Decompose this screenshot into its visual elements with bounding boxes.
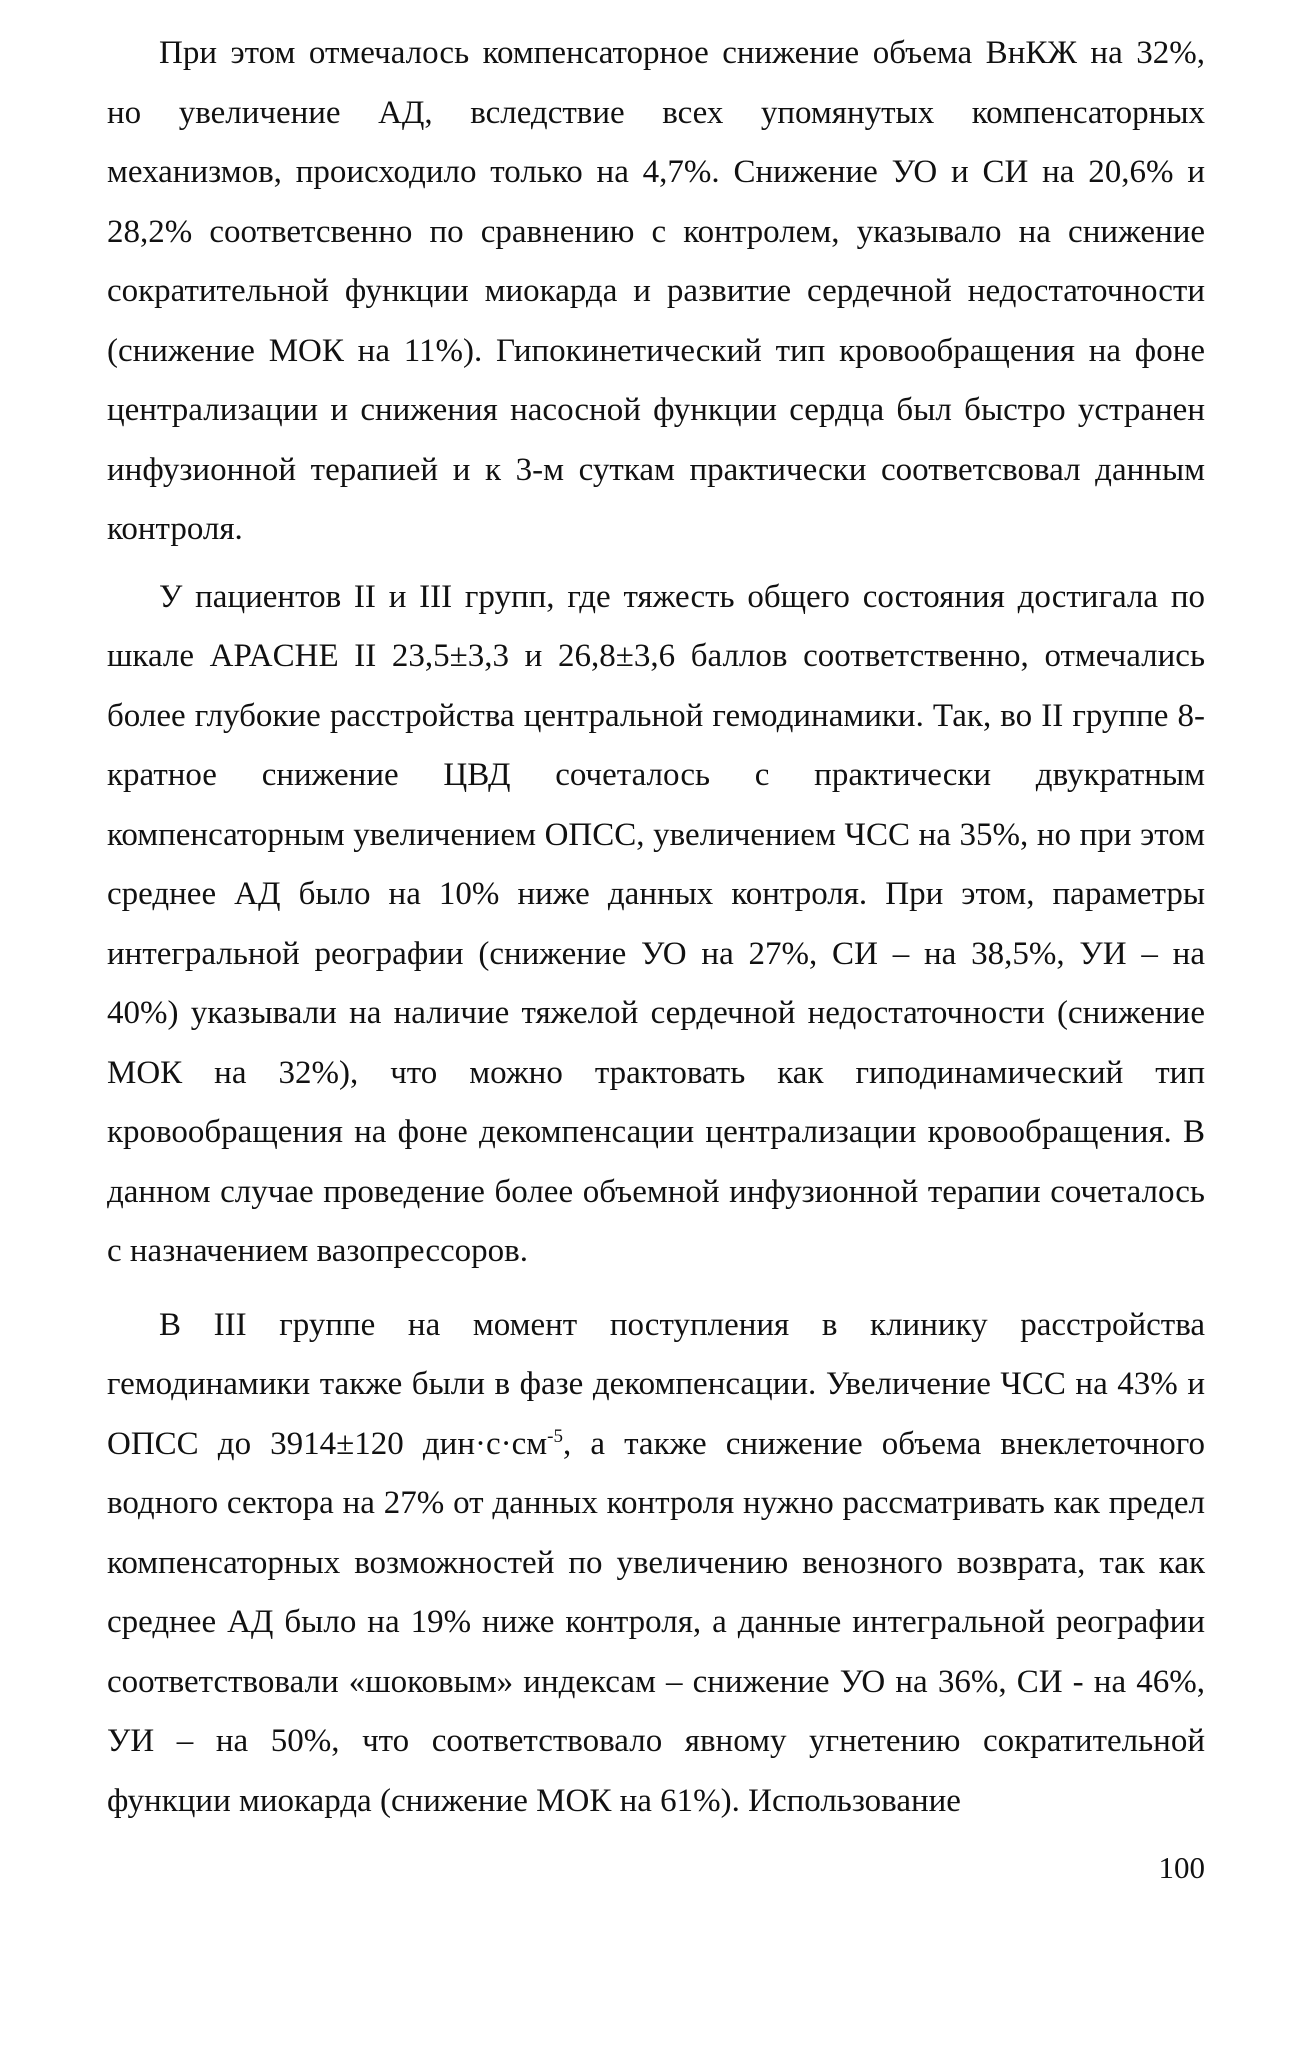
paragraph-2: У пациентов II и III групп, где тяжесть общего состояния достигала по шкале APACHE II 23,5±3,3 и 26,8±3,6 баллов соответственно, отмечались более глубокие расстройства центральной гемодинамики. Так, во II группе 8-кратное снижение ЦВД сочеталось с практически двукратным компенсаторным увеличением ОПСС, увеличением ЧСС на 35%, но при этом среднее АД было на 10% ниже данных контроля. При этом, параметры интегральной реографии (снижение УО на 27%, СИ – на 38,5%, УИ – на 40%) указывали на наличие тяжелой сердечной недостаточности (снижение МОК на 32%), что можно трактовать как гиподинамический тип кровообращения на фоне декомпенсации централизации кровообращения. В данном случае проведение более объемной инфузионной терапии сочеталось с назначением вазопрессоров. — [107, 578, 1205, 1269]
paragraph-3-end: , а также снижение объема внеклеточного водного сектора на 27% от данных контроля нужно рассматривать как предел компенсаторных возможностей по увеличению венозного возврата, так как среднее АД было на 19% ниже контроля, а данные интегральной реографии соответствовали «шоковым» индексам – снижение УО на 36%, СИ - на 46%, УИ – на 50%, что соответствовало явному угнетению сократительной функции миокарда (снижение МОК на 61%). Использование — [107, 1425, 1205, 1819]
paragraph-3-start: В III группе на момент поступления в клинику расстройства гемодинамики также были в фазе декомпенсации. Увеличение ЧСС на 43% и ОПСС до 3914±120 дин·с·см — [107, 1306, 1205, 1462]
paragraph-1: При этом отмечалось компенсаторное снижение объема ВнКЖ на 32%, но увеличение АД, вследствие всех упомянутых компенсаторных механизмов, происходило только на 4,7%. Снижение УО и СИ на 20,6% и 28,2% соответсвенно по сравнению с контролем, указывало на снижение сократительной функции миокарда и развитие сердечной недостаточности (снижение МОК на 11%). Гипокинетический тип кровообращения на фоне централизации и снижения насосной функции сердца был быстро устранен инфузионной терапией и к 3-м суткам практически соответсвовал данным контроля. — [107, 35, 1205, 547]
body-text — [107, 24, 1205, 1831]
paragraph-3 — [107, 1296, 1205, 1832]
exponent-superscript: -5 — [547, 1425, 563, 1447]
page-number: 100 — [1158, 1850, 1205, 1885]
